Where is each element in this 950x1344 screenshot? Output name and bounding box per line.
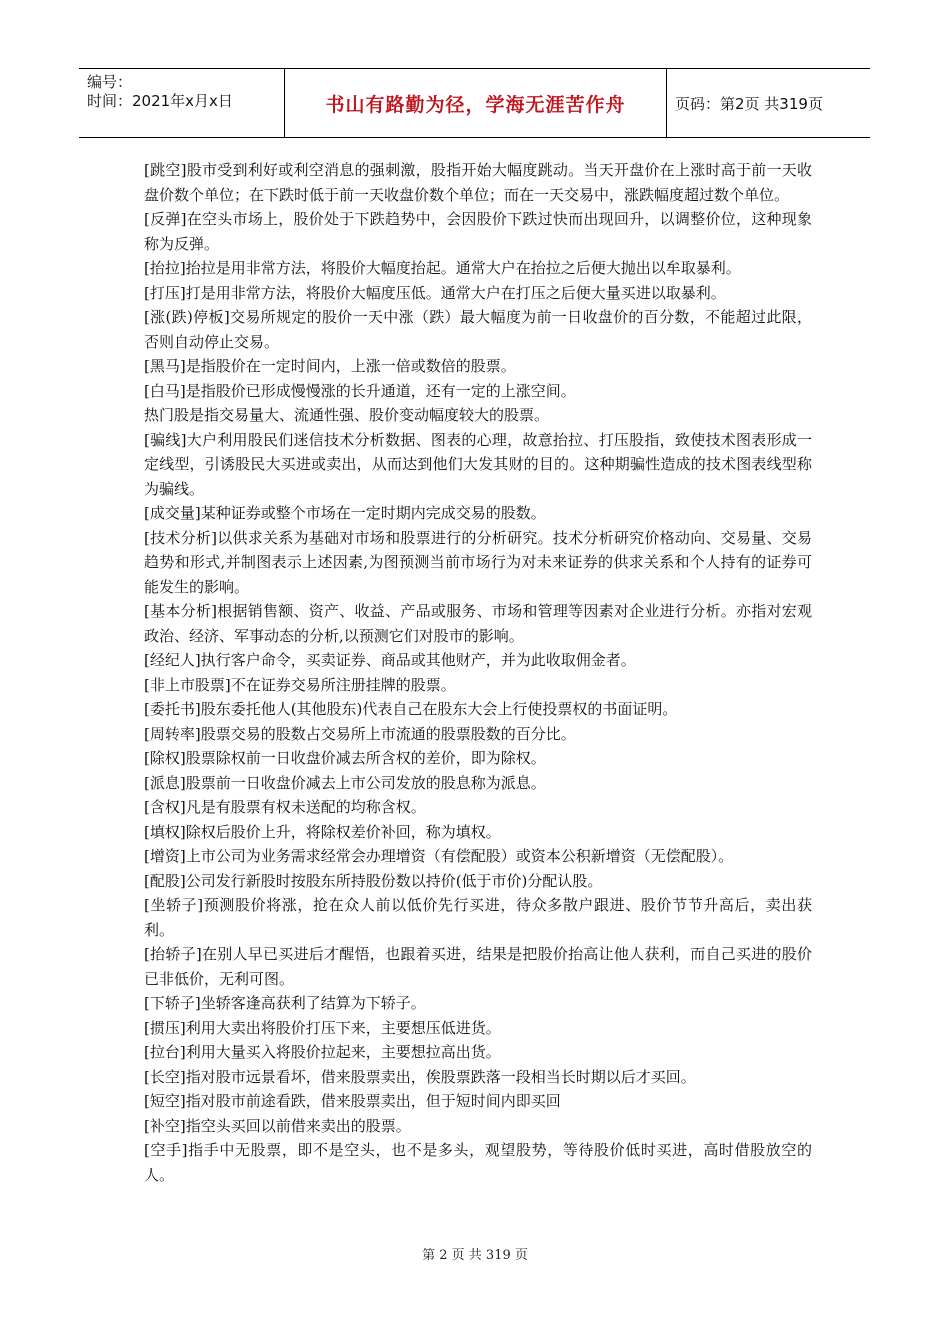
term-paragraph: 热门股是指交易量大、流通性强、股价变动幅度较大的股票。 bbox=[144, 406, 550, 424]
page-footer: 第 2 页 共 319 页 bbox=[422, 1248, 528, 1263]
term-paragraph: [非上市股票]不在证券交易所注册挂牌的股票。 bbox=[144, 675, 456, 694]
term-paragraph: [技术分析]以供求关系为基础对市场和股票进行的分析研究。技术分析研究价格动向、交易量、交易趋势和形式,并制图表示上述因素,为图预测当前市场行为对未来证券的供求关系和个人持有的证券可能发生的影响。 bbox=[144, 528, 812, 596]
term-paragraph: [补空]指空头买回以前借来卖出的股票。 bbox=[144, 1116, 411, 1135]
term-paragraph: [配股]公司发行新股时按股东所持股份数以持价(低于市价)分配认股。 bbox=[144, 871, 603, 890]
header-meta-cell bbox=[79, 69, 285, 137]
term-paragraph: [黑马]是指股价在一定时间内，上涨一倍或数倍的股票。 bbox=[144, 357, 516, 375]
term-paragraph: [涨(跌)停板]交易所规定的股价一天中涨（跌）最大幅度为前一日收盘价的百分数，不能超过此限，否则自动停止交易。 bbox=[144, 308, 812, 351]
term-paragraph: [派息]股票前一日收盘价减去上市公司发放的股息称为派息。 bbox=[144, 773, 546, 792]
term-paragraph: [含权]凡是有股票有权未送配的均称含权。 bbox=[144, 798, 426, 816]
term-paragraph: [白马]是指股价已形成慢慢涨的长升通道，还有一定的上涨空间。 bbox=[144, 381, 576, 400]
term-paragraph: [打压]打是用非常方法，将股价大幅度压低。通常大户在打压之后便大量买进以取暴利。 bbox=[144, 283, 726, 302]
term-paragraph: [掼压]利用大卖出将股价打压下来，主要想压低进货。 bbox=[144, 1018, 501, 1037]
term-paragraph: [下轿子]坐轿客逢高获利了结算为下轿子。 bbox=[144, 994, 426, 1012]
term-paragraph: [跳空]股市受到利好或利空消息的强刺激，股指开始大幅度跳动。当天开盘价在上涨时高于前一天收盘价数个单位；在下跌时低于前一天收盘价数个单位；而在一天交易中，涨跌幅度超过数个单位。 bbox=[144, 161, 812, 204]
header-motto: 书山有路勤为径，学海无涯苦作舟 bbox=[285, 69, 667, 137]
term-paragraph: [坐轿子]预测股价将涨，抢在众人前以低价先行买进，待众多散户跟进、股价节节升高后，卖出获利。 bbox=[144, 896, 812, 939]
term-paragraph: [成交量]某种证券或整个市场在一定时期内完成交易的股数。 bbox=[144, 504, 546, 522]
term-paragraph: [经纪人]执行客户命令，买卖证券、商品或其他财产，并为此收取佣金者。 bbox=[144, 651, 636, 669]
term-paragraph: [反弹]在空头市场上，股价处于下跌趋势中，会因股价下跌过快而出现回升，以调整价位，这种现象称为反弹。 bbox=[144, 210, 812, 253]
term-paragraph: [长空]指对股市远景看坏，借来股票卖出，俟股票跌落一段相当长时期以后才买回。 bbox=[144, 1067, 696, 1086]
document-number-label: 编号： bbox=[87, 73, 133, 91]
page-header bbox=[79, 68, 870, 138]
term-paragraph: [委托书]股东委托他人(其他股东)代表自己在股东大会上行使投票权的书面证明。 bbox=[144, 700, 678, 718]
document-body bbox=[144, 158, 812, 1187]
term-paragraph: [短空]指对股市前途看跌，借来股票卖出，但于短时间内即买回 bbox=[144, 1092, 561, 1110]
term-paragraph: [增资]上市公司为业务需求经常会办理增资（有偿配股）或资本公积新增资（无偿配股）。 bbox=[144, 847, 734, 865]
term-paragraph: [填权]除权后股价上升，将除权差价补回，称为填权。 bbox=[144, 822, 501, 841]
term-paragraph: [基本分析]根据销售额、资产、收益、产品或服务、市场和管理等因素对企业进行分析。亦指对宏观政治、经济、军事动态的分析,以预测它们对股市的影响。 bbox=[144, 602, 812, 645]
term-paragraph: [除权]股票除权前一日收盘价减去所含权的差价，即为除权。 bbox=[144, 749, 546, 767]
document-time-label: 时间：2021年x月x日 bbox=[87, 92, 233, 110]
term-paragraph: [抬拉]抬拉是用非常方法，将股价大幅度抬起。通常大户在抬拉之后便大抛出以牟取暴利。 bbox=[144, 259, 741, 277]
term-paragraph: [空手]指手中无股票，即不是空头，也不是多头，观望股势，等待股价低时买进，高时借股放空的人。 bbox=[144, 1141, 812, 1184]
term-paragraph: [抬轿子]在别人早已买进后才醒悟，也跟着买进，结果是把股价抬高让他人获利，而自己买进的股价已非低价，无利可图。 bbox=[144, 945, 812, 988]
term-paragraph: [骗线]大户利用股民们迷信技术分析数据、图表的心理，故意抬拉、打压股指，致使技术图表形成一定线型，引诱股民大买进或卖出，从而达到他们大发其财的目的。这种期骗性造成的技术图表线型称为骗线。 bbox=[144, 430, 812, 498]
header-page-info: 页码：第2页 共319页 bbox=[675, 94, 823, 113]
term-paragraph: [拉台]利用大量买入将股价拉起来，主要想拉高出货。 bbox=[144, 1043, 501, 1061]
term-paragraph: [周转率]股票交易的股数占交易所上市流通的股票股数的百分比。 bbox=[144, 724, 576, 743]
